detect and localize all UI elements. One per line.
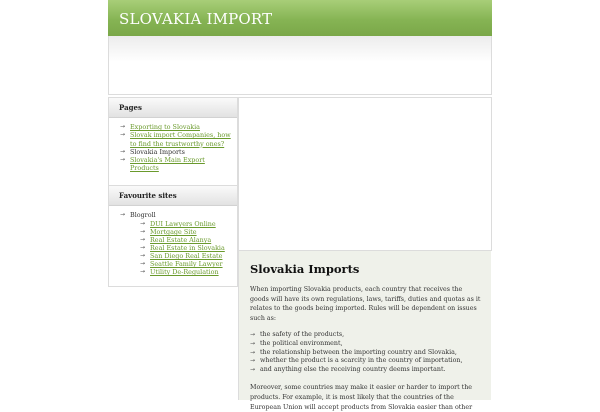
blogroll-group [120,211,233,276]
blogroll-link[interactable]: Real Estate in Slovakia [150,244,225,253]
pages-list [109,118,237,179]
arrow-right-icon: → [120,147,126,155]
blogroll-link[interactable]: Real Estate Alanya [150,236,212,245]
header-banner [108,36,492,95]
arrow-right-icon: → [140,244,146,252]
arrow-right-icon: → [120,123,126,130]
bullet-text: whether the product is a scarcity in the country of importation, [260,357,463,365]
page-link-export-products[interactable]: Slovakia's Main Export Products [130,156,205,173]
list-item [250,331,481,340]
content-blank-panel [238,97,492,251]
list-item [140,220,233,228]
arrow-right-icon: → [250,357,256,365]
list-item [250,349,481,358]
arrow-right-icon: → [140,228,146,236]
favourites-section [109,185,237,282]
arrow-right-icon: → [120,131,126,139]
site-title[interactable]: SLOVAKIA IMPORT [119,10,273,28]
favourites-heading: Favourite sites [109,186,237,206]
bullet-text: the political environment, [260,339,343,347]
article-intro: When importing Slovakia products, each country that receives the goods will have its own regulations, laws, tariffs, duties and quotas as it relates to the goods being imported. Rules will be dependent on issues such as: [250,286,481,322]
favourites-list [109,206,237,282]
list-item [120,148,233,156]
list-item [120,131,233,148]
page-link-imports-current[interactable]: Slovakia Imports [130,147,185,156]
list-item [140,228,233,236]
bullet-text: the relationship between the importing country and Slovakia, [260,348,457,356]
list-item [140,236,233,244]
blogroll-link[interactable]: DUI Lawyers Online [150,220,216,229]
article-title: Slovakia Imports [250,262,360,276]
blogroll-label: Blogroll [130,210,156,219]
list-item [140,260,233,268]
arrow-right-icon: → [140,268,146,276]
arrow-right-icon: → [140,260,146,268]
list-item [250,357,481,366]
arrow-right-icon: → [250,331,256,339]
article-bullets [250,331,481,374]
list-item [140,268,233,276]
pages-heading: Pages [109,98,237,118]
list-item [140,244,233,252]
article-closing: Moreover, some countries may make it easier or harder to import the products. For example, it is most likely that the countries of the European Union will accept products from Slovakia easier than other [250,384,473,411]
list-item [120,156,233,173]
bullet-text: the safety of the products, [260,331,345,339]
arrow-right-icon: → [120,156,126,164]
arrow-right-icon: → [140,220,146,228]
blogroll-links [130,219,233,276]
article-body [239,251,491,412]
arrow-right-icon: → [250,365,256,373]
arrow-right-icon: → [250,348,256,356]
article-panel [238,251,491,411]
arrow-right-icon: → [140,252,146,260]
blogroll-link[interactable]: Mortgage Site [150,228,197,237]
page [108,0,492,411]
page-link-companies[interactable]: Slovak import Companies, how to find the trustworthy ones? [130,131,231,148]
blogroll-link[interactable]: San Diego Real Estate [150,252,223,261]
blogroll-link[interactable]: Utility De-Regulation [150,268,219,277]
sidebar [108,97,238,287]
list-item [250,366,481,375]
list-item [140,252,233,260]
site-header [108,0,492,36]
list-item [120,123,233,131]
bullet-text: and anything else the receiving country deems important. [260,365,446,373]
arrow-right-icon: → [120,210,126,218]
blogroll-link[interactable]: Seattle Family Lawyer [150,260,223,269]
arrow-right-icon: → [140,236,146,244]
arrow-right-icon: → [250,339,256,347]
page-link-exporting[interactable]: Exporting to Slovakia [130,123,200,131]
list-item [250,340,481,349]
